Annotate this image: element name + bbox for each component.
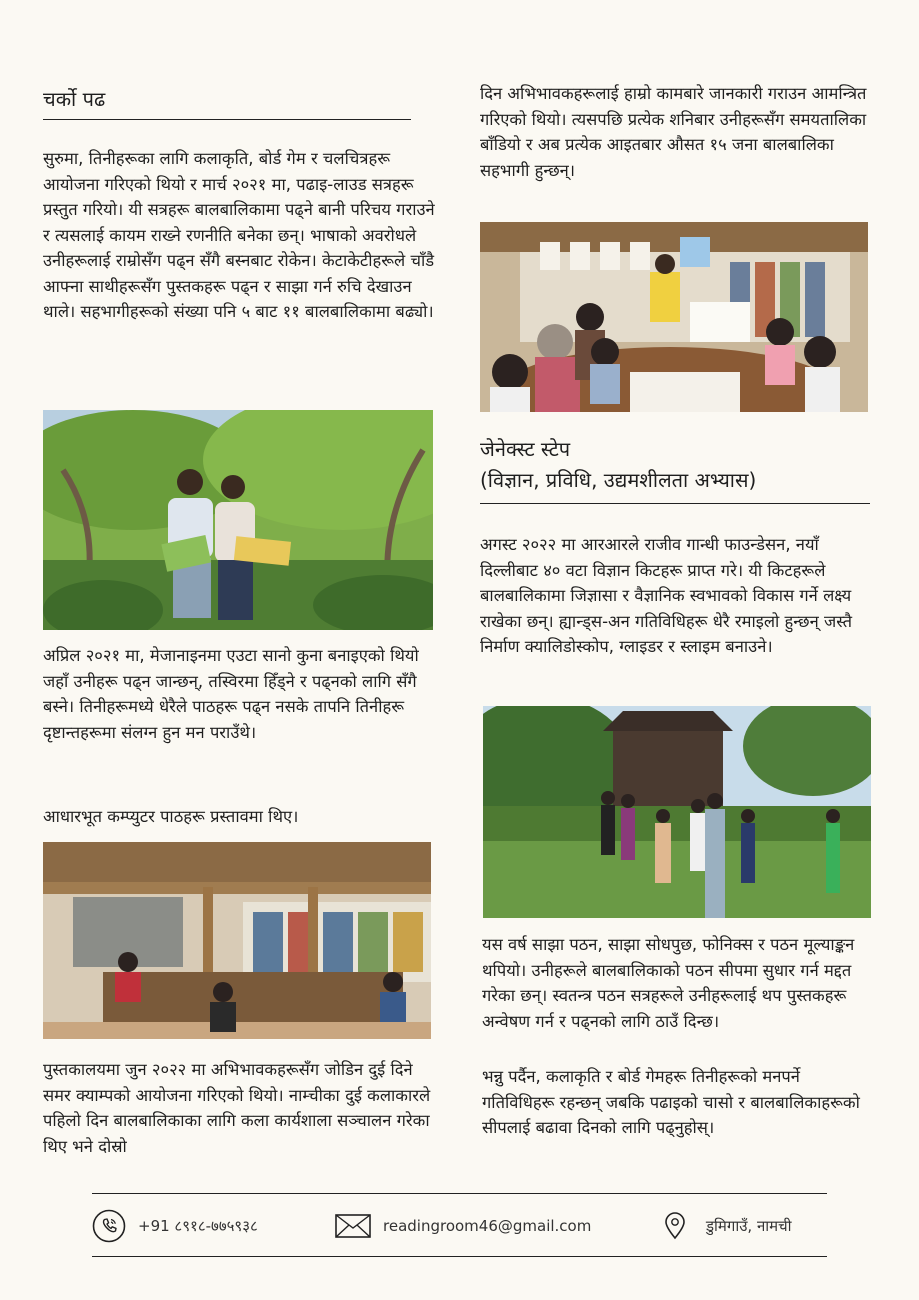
section-title-genext-line2: (विज्ञान, प्रविधि, उद्यमशीलता अभ्यास) <box>480 468 757 492</box>
paragraph-summer-camp: पुस्तकालयमा जुन २०२२ मा अभिभावकहरूसँग जोडिन दुई दिने समर क्याम्पको आयोजना गरिएको थियो। नाम्चीका दुई कलाकारले पहिलो दिन बालबालिकाका लागि कला कार्यशाला सञ्चालन गरेका थिए भने दोस्रो <box>43 1060 431 1156</box>
section-title-genext-step <box>480 436 870 493</box>
paragraph-reading-intro: सुरुमा, तिनीहरूका लागि कलाकृति, बोर्ड गेम र चलचित्रहरू आयोजना गरिएको थियो र मार्च २०२१ मा, पढाइ-लाउड सत्रहरू प्रस्तुत गरियो। यी सत्रहरू बालबालिकामा पढ्ने बानी परिचय गराउने र त्यसलाई कायम राख्ने रणनीति बनेका छन्। भाषाको अवरोधले उनीहरूलाई राम्रोसँग पढ्न सँगै बस्नबाट रोकेन। केटाकेटीहरूले चाँडै आफ्ना साथीहरूसँग पुस्तकहरू पढ्न र साझा गर्न रुचि देखाउन थाले। सहभागीहरूको संख्या पनि ५ बाट ११ बालबालिकामा बढ्यो। <box>43 149 435 321</box>
footer-location-text: डुमिगाउँ, नामची <box>706 1217 792 1235</box>
phone-icon <box>92 1209 126 1243</box>
footer-top-divider <box>92 1193 827 1194</box>
paragraph-science-kits: अगस्ट २०२२ मा आरआरले राजीव गान्धी फाउन्डेसन, नयाँ दिल्लीबाट ४० वटा विज्ञान किटहरू प्राप्त गरे। यी किटहरूले बालबालिकामा जिज्ञासा र वैज्ञानिक स्वभावको विकास गर्ने लक्ष्य राखेका छन्। ह्यान्ड्स-अन गतिविधिहरू धेरै रमाइलो हुन्छन् जस्तै निर्माण क्यालिडोस्कोप, ग्लाइडर र स्लाइम बनाउने। <box>480 535 853 656</box>
paragraph-computer-lessons: आधारभूत कम्प्युटर पाठहरू प्रस्तावमा थिए। <box>43 807 299 826</box>
photo-library-computer-lesson <box>43 842 431 1039</box>
paragraph-mezzanine-corner: अप्रिल २०२१ मा, मेजानाइनमा एउटा सानो कुना बनाइएको थियो जहाँ उनीहरू पढ्न जान्छन्, तस्विरमा हिँड्ने र पढ्नको लागि सँगै बस्ने। तिनीहरूमध्ये धेरैले पाठहरू पढ्न नसके तापनि तिनीहरू दृष्टान्तहरूमा संलग्न हुन मन पराउँथे। <box>43 646 419 742</box>
footer-phone[interactable] <box>92 1208 258 1244</box>
photo-outdoor-activity <box>483 706 871 918</box>
footer-phone-number: +91 ८९१८-७७५९३८ <box>138 1217 258 1235</box>
section-title-genext-line1: जेनेक्स्ट स्टेप <box>480 437 571 461</box>
section-title-divider-genext <box>480 503 870 504</box>
photo-art-workshop <box>480 222 868 412</box>
footer-bottom-divider <box>92 1256 827 1257</box>
footer-location <box>664 1208 792 1244</box>
envelope-icon <box>335 1214 371 1238</box>
photo-children-reading-outdoors <box>43 410 433 630</box>
section-title-divider <box>43 119 411 120</box>
footer-email-address: readingroom46@gmail.com <box>383 1217 592 1235</box>
footer-email[interactable] <box>335 1208 591 1244</box>
paragraph-shared-reading: यस वर्ष साझा पठन, साझा सोधपुछ, फोनिक्स र पठन मूल्याङ्कन थपियो। उनीहरूले बालबालिकाको पठन सीपमा सुधार गर्न मद्दत गरेका छन्। स्वतन्त्र पठन सत्रहरूले उनीहरूलाई थप पुस्तकहरू अन्वेषण गर्न र पढ्नको लागि ठाउँ दिन्छ। <box>482 935 855 1031</box>
section-title-reading: चर्को पढ <box>43 87 106 111</box>
paragraph-parents-saturday: दिन अभिभावकहरूलाई हाम्रो कामबारे जानकारी गराउन आमन्त्रित गरिएको थियो। त्यसपछि प्रत्येक शनिबार उनीहरूसँग समयतालिका बाँडियो र अब प्रत्येक आइतबार औसत १५ जना बालबालिका सहभागी हुन्छन्। <box>480 84 867 180</box>
map-pin-icon <box>664 1212 686 1240</box>
paragraph-favourite-activities: भन्नु पर्दैन, कलाकृति र बोर्ड गेमहरू तिनीहरूको मनपर्ने गतिविधिहरू रहन्छन् जबकि पढाइको चासो र बालबालिकाहरूको सीपलाई बढावा दिनको लागि पढ्नुहोस्। <box>482 1067 860 1137</box>
